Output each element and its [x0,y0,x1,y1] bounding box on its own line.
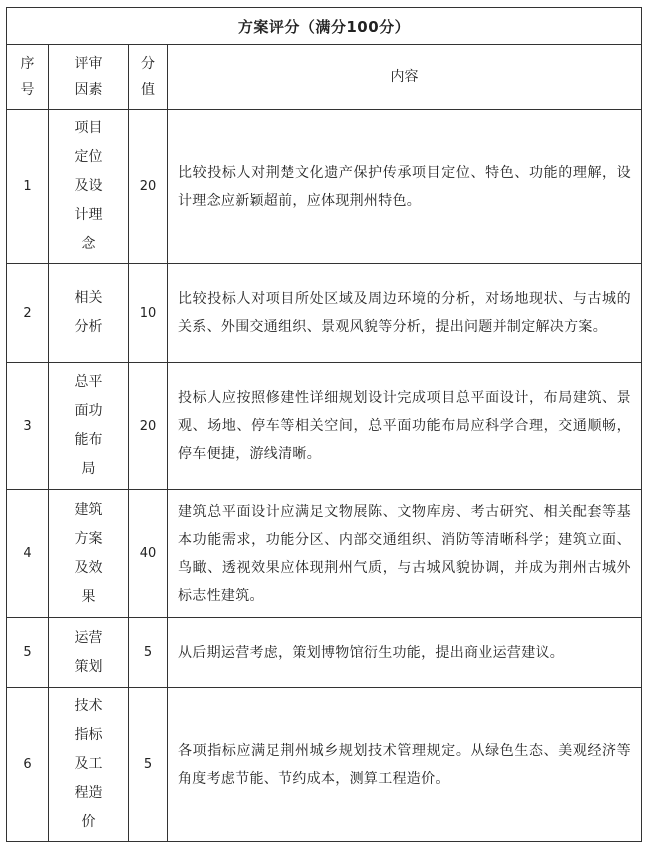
scoring-table-container [6,7,641,842]
row-factor-label: 相关分析 [74,290,103,335]
row-score: 5 [129,688,168,842]
header-index [7,45,49,110]
header-factor-label: 评审因素 [74,56,103,98]
row-factor-label: 运营策划 [74,629,103,675]
row-factor [49,264,129,363]
row-score: 5 [129,618,168,688]
header-index-label: 序号 [20,56,35,98]
row-index: 1 [7,110,49,264]
row-factor-label: 建筑方案及效果 [74,501,103,605]
row-index: 4 [7,490,49,618]
table-row [7,688,642,842]
row-score: 20 [129,363,168,490]
scoring-table [6,7,642,842]
table-row [7,110,642,264]
row-content: 投标人应按照修建性详细规划设计完成项目总平面设计，布局建筑、景观、场地、停车等相关空间，总平面功能布局应科学合理，交通顺畅，停车便捷，游线清晰。 [168,363,642,490]
row-factor [49,688,129,842]
row-factor [49,618,129,688]
row-content: 比较投标人对项目所处区域及周边环境的分析，对场地现状、与古城的关系、外围交通组织、景观风貌等分析，提出问题并制定解决方案。 [168,264,642,363]
row-factor-label: 技术指标及工程造价 [74,698,103,830]
row-factor [49,110,129,264]
table-row [7,618,642,688]
header-factor [49,45,129,110]
table-row [7,264,642,363]
row-index: 3 [7,363,49,490]
row-score: 40 [129,490,168,618]
row-factor [49,363,129,490]
row-index: 6 [7,688,49,842]
row-score: 20 [129,110,168,264]
header-score [129,45,168,110]
title-row [7,8,642,45]
row-index: 5 [7,618,49,688]
row-score: 10 [129,264,168,363]
table-row [7,490,642,618]
row-index: 2 [7,264,49,363]
table-row [7,363,642,490]
row-content: 各项指标应满足荆州城乡规划技术管理规定。从绿色生态、美观经济等角度考虑节能、节约成本，测算工程造价。 [168,688,642,842]
row-content: 建筑总平面设计应满足文物展陈、文物库房、考古研究、相关配套等基本功能需求，功能分区、内部交通组织、消防等清晰科学；建筑立面、鸟瞰、透视效果应体现荆州气质，与古城风貌协调，并成为荆州古城外标志性建筑。 [168,490,642,618]
row-factor-label: 总平面功能布局 [74,374,103,477]
row-content: 比较投标人对荆楚文化遗产保护传承项目定位、特色、功能的理解，设计理念应新颖超前，应体现荆州特色。 [168,110,642,264]
header-row [7,45,642,110]
header-score-label: 分值 [141,56,155,98]
table-title: 方案评分（满分100分） [7,8,642,45]
header-content: 内容 [168,45,642,110]
row-factor-label: 项目定位及设计理念 [74,120,103,252]
row-factor [49,490,129,618]
row-content: 从后期运营考虑，策划博物馆衍生功能，提出商业运营建议。 [168,618,642,688]
